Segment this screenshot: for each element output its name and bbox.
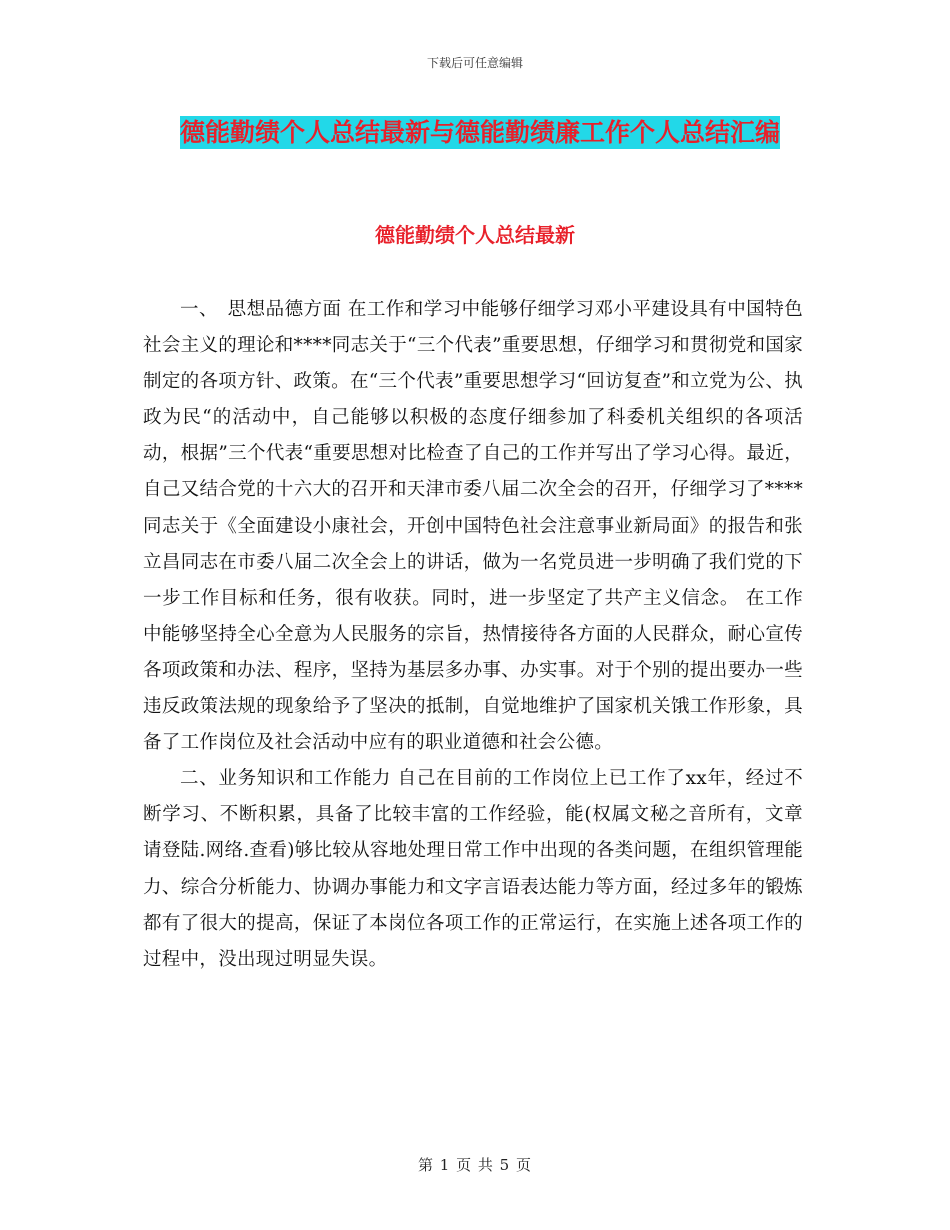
- header-note: 下载后可任意编辑: [426, 56, 523, 70]
- section-title: 德能勤绩个人总结最新: [375, 223, 575, 247]
- page-footer: 第 1 页 共 5 页: [418, 1156, 532, 1174]
- document-title: [140, 108, 820, 158]
- paragraph-1: 一、 思想品德方面 在工作和学习中能够仔细学习邓小平建设具有中国特色社会主义的理论和****同志关于“三个代表”重要思想，仔细学习和贯彻党和国家制定的各项方针、政策。在“三个代表”重要思想学习“回访复查”和立党为公、执政为民“的活动中，自己能够以积极的态度仔细参加了科委机关组织的各项活动，根据”三个代表“重要思想对比检查了自己的工作并写出了学习心得。最近，自己又结合党的十六大的召开和天津市委八届二次全会的召开，仔细学习了****同志关于《全面建设小康社会，开创中国特色社会注意事业新局面》的报告和张立昌同志在市委八届二次全会上的讲话，做为一名党员进一步明确了我们党的下一步工作目标和任务，很有收获。同时，进一步坚定了共产主义信念。 在工作中能够坚持全心全意为人民服务的宗旨，热情接待各方面的人民群众，耐心宣传各项政策和办法、程序，坚持为基层多办事、办实事。对于个别的提出要办一些违反政策法规的现象给予了坚决的抵制，自觉地维护了国家机关饿工作形象，具备了工作岗位及社会活动中应有的职业道德和社会公德。: [143, 299, 803, 754]
- paragraph-2: 二、业务知识和工作能力 自己在目前的工作岗位上已工作了xx年，经过不断学习、不断积累，具备了比较丰富的工作经验，能(权属文秘之音所有，文章请登陆.网络.查看)够比较从容地处理日常工作中出现的各类问题，在组织管理能力、综合分析能力、协调办事能力和文字言语表达能力等方面，经过多年的锻炼都有了很大的提高，保证了本岗位各项工作的正常运行，在实施上述各项工作的过程中，没出现过明显失误。: [143, 768, 803, 970]
- document-title-text: 德能勤绩个人总结最新与德能勤绩廉工作个人总结汇编: [179, 118, 780, 147]
- body-text: [143, 292, 803, 978]
